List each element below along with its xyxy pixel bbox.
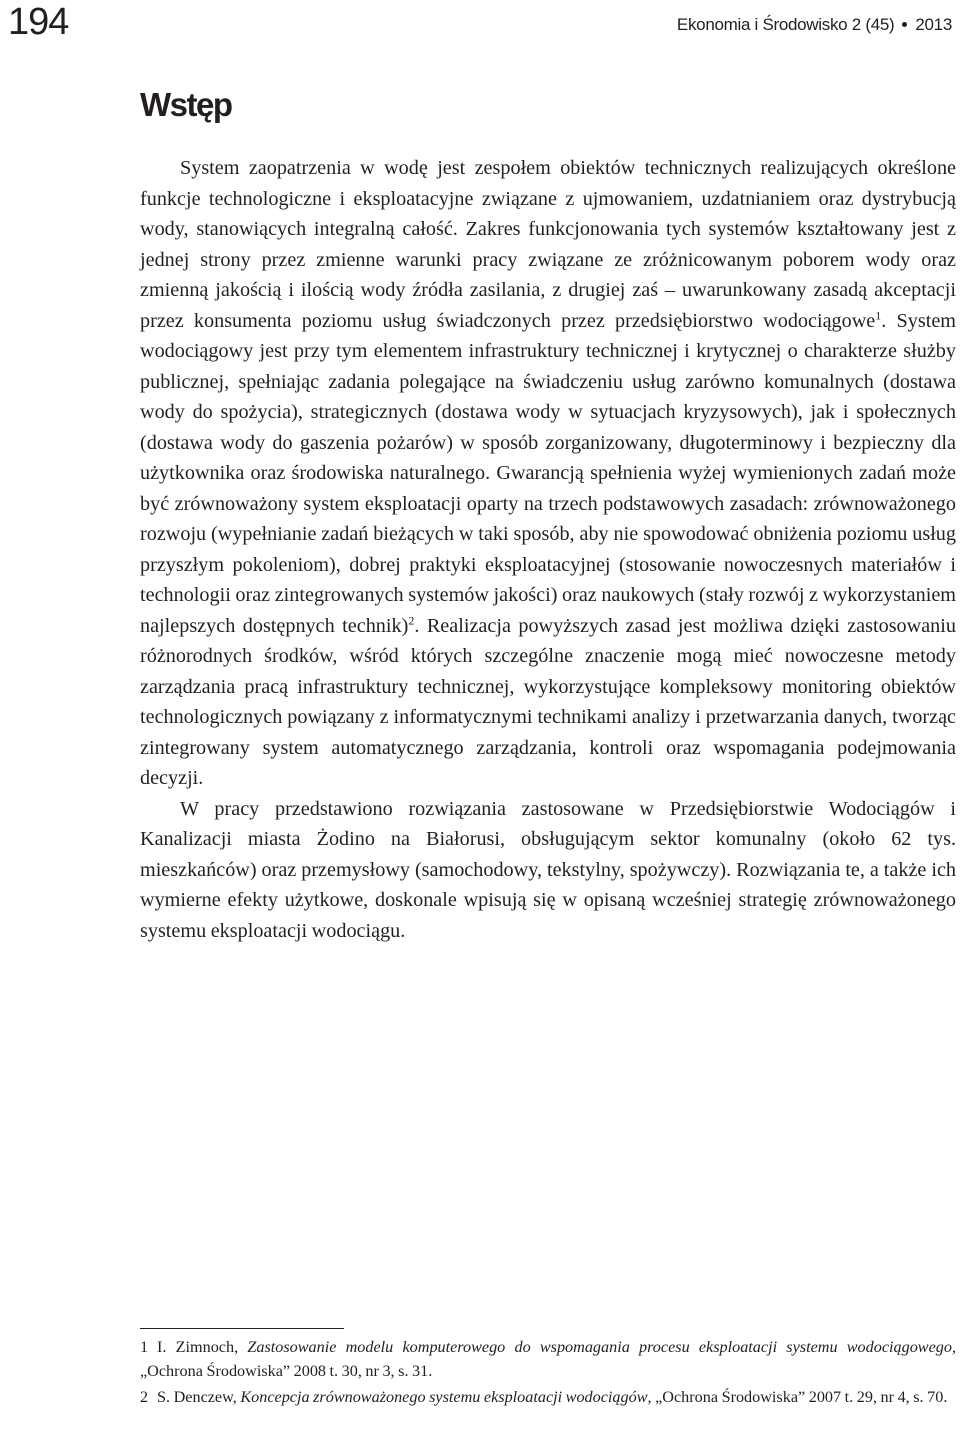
footnote-ref-1[interactable]: 1 [875,307,882,322]
footnotes [140,1336,956,1413]
footnote-author: S. Denczew, [157,1388,237,1406]
paragraph-1-part-3: . Realizacja powyższych zasad jest możliwa dzięki zastosowaniu różnorodnych środków, wśród których szczególne znaczenie mogą mieć nowoczesne metody zarządzania pracą infrastruktury technicznej, wykorzystujące kompleksowy monitoring obiektów technologicznych powiązany z informatycznymi technikami analizy i przetwarzania danych, tworząc zintegrowany system automatycznego zarządzania, kontroli oraz wspomagania podejmowania decyzji. [140,614,956,789]
footnote-author: I. Zimnoch, [157,1338,239,1356]
paragraph-1-part-2: . System wodociągowy jest przy tym elementem infrastruktury technicznej i krytycznej o charakterze służby publicznej, spełniając zadania polegające na świadczeniu usług zarówno komunalnych (dostawa wody do spożycia), strategicznych (dostawa wody w sytuacjach kryzysowych), jak i społecznych (dostawa wody do gaszenia pożarów) w sposób zorganizowany, długoterminowy i bezpieczny dla użytkownika oraz środowiska naturalnego. Gwarancją spełnienia wyżej wymienionych zadań może być zrównoważony system eksploatacji oparty na trzech podstawowych zasadach: zrównoważonego rozwoju (wypełnianie zadań bieżących w taki sposób, aby nie spowodować obniżenia poziomu usług przyszłym pokoleniom), dobrej praktyki eksploatacyjnej (stosowanie nowoczesnych materiałów i technologii oraz zintegrowanych systemów jakości) oraz naukowych (stały rozwój z wykorzystaniem najlepszych dostępnych technik) [140,309,956,637]
running-head [677,14,952,36]
section-title: Wstęp [140,86,232,123]
footnote-2 [140,1386,956,1410]
paragraph-1-part-1: System zaopatrzenia w wodę jest zespołem obiektów technicznych realizujących określone funkcje technologiczne i eksploatacyjne związane z ujmowaniem, uzdatnianiem oraz dystrybucją wody, stanowiących integralną całość. Zakres funkcjonowania tych systemów kształtowany jest z jednej strony przez zmienne warunki pracy związane ze zróżnicowanym poborem wody oraz zmienną jakością i ilością wody źródła zasilania, z drugiej zaś – uwarunkowany zasadą akceptacji przez konsumenta poziomu usług świadczonych przez przedsiębiorstwo wodociągowe [140,157,956,332]
footnote-source: „Ochrona Środowiska” 2008 t. 30, nr 3, s. 31. [140,1361,433,1380]
journal-year: 2013 [915,15,952,34]
paragraph-1 [140,153,956,794]
journal-issue: 2 (45) [851,15,895,34]
footnote-ref-2[interactable]: 2 [408,612,415,627]
footnote-title: Koncepcja zrównoważonego systemu eksploatacji wodociągów [240,1388,648,1406]
bullet-separator-icon [902,22,907,27]
footnote-source: , „Ochrona Środowiska” 2007 t. 29, nr 4, s. 70. [647,1388,948,1406]
footnote-number: 1 [140,1338,149,1356]
body-text [140,153,956,946]
paragraph-2: W pracy przedstawiono rozwiązania zastosowane w Przedsiębiorstwie Wodociągów i Kanalizacji miasta Żodino na Białorusi, obsługującym sektor komunalny (około 62 tys. mieszkańców) oraz przemysłowy (samochodowy, tekstylny, spożywczy). Rozwiązania te, a także ich wymierne efekty użytkowe, doskonale wpisują się w opisaną wcześniej strategię zrównoważonego systemu eksploatacji wodociągu. [140,797,956,942]
footnote-number: 2 [140,1388,149,1406]
page-number: 194 [8,1,69,43]
journal-name: Ekonomia i Środowisko [676,15,848,34]
footnote-1 [140,1336,956,1383]
footnote-title: Zastosowanie modelu komputerowego do wspomagania procesu eksploatacji systemu wodociągowego, [247,1338,956,1356]
footnote-divider [140,1328,344,1329]
page-header [0,0,960,48]
